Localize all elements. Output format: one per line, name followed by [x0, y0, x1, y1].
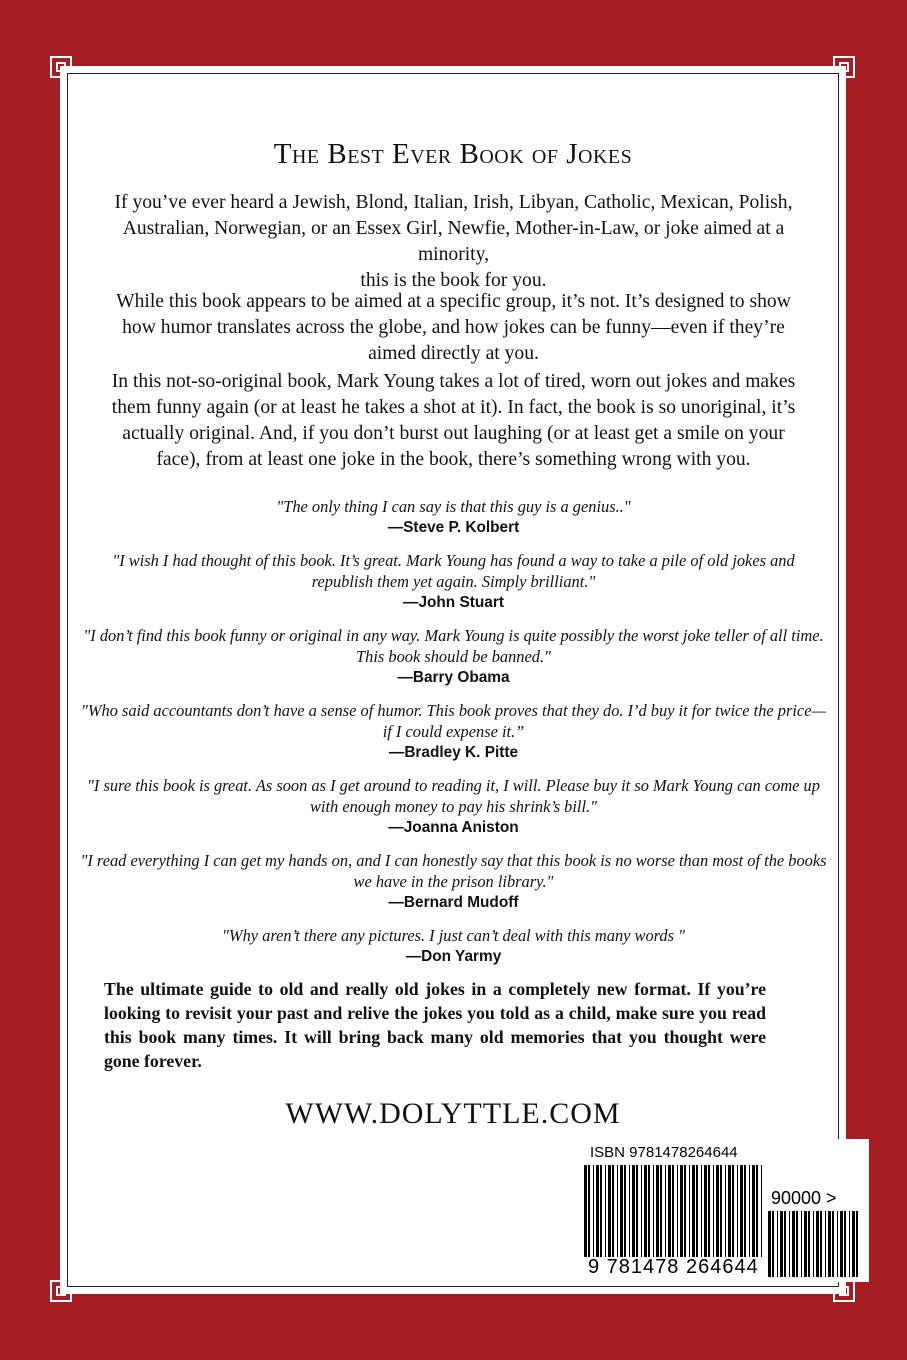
testimonial-text: "Who said accountants don’t have a sense of humor. This book proves that they do. I’d buy it for twice the price—if I could expense it.” — [80, 701, 827, 741]
barcode-bar — [644, 1165, 647, 1257]
barcode-bar — [780, 1211, 783, 1277]
barcode-bar — [648, 1165, 650, 1257]
barcode-bar — [692, 1165, 695, 1257]
barcode-bar — [772, 1211, 774, 1277]
barcode-bar — [849, 1211, 850, 1277]
barcode-bar — [677, 1165, 678, 1257]
barcode-bar — [789, 1211, 790, 1277]
barcode-bar — [656, 1165, 659, 1257]
barcode-bar — [584, 1165, 587, 1257]
testimonial — [80, 496, 827, 538]
barcode-bar — [632, 1165, 635, 1257]
barcode-bar — [660, 1165, 662, 1257]
barcode-bar — [784, 1211, 786, 1277]
intro-text: If you’ve ever heard a Jewish, Blond, Italian, Irish, Libyan, Catholic, Mexican, Polish, Australian, Norwegian, or an Essex Girl, Newfie, Mother-in-Law, or joke aimed at a minority, — [114, 192, 793, 265]
barcode-bar — [665, 1165, 666, 1257]
barcode-bar — [629, 1165, 630, 1257]
barcode-bar — [840, 1211, 843, 1277]
barcode-bar — [605, 1165, 606, 1257]
testimonial-author: —Barry Obama — [397, 669, 510, 686]
barcode-bar — [593, 1165, 594, 1257]
barcode-bar — [600, 1165, 602, 1257]
barcode-bar — [641, 1165, 642, 1257]
barcode-bar — [636, 1165, 638, 1257]
barcode-bar — [808, 1211, 810, 1277]
barcode-bar — [608, 1165, 611, 1257]
barcode-bar — [752, 1165, 755, 1257]
testimonial-author: —John Stuart — [403, 594, 504, 611]
book-title: The Best Ever Book of Jokes — [273, 138, 633, 170]
testimonial-text: "Why aren’t there any pictures. I just can’t deal with this many words " — [222, 926, 685, 945]
isbn-digits: 9 781478 264644 — [588, 1256, 759, 1278]
barcode-bar — [732, 1165, 734, 1257]
testimonial-text: "The only thing I can say is that this guy is a genius.." — [276, 497, 631, 516]
isbn-barcode — [584, 1165, 764, 1257]
barcode-bar — [837, 1211, 838, 1277]
barcode-bar — [728, 1165, 731, 1257]
barcode-bar — [668, 1165, 671, 1257]
testimonial-author: —Don Yarmy — [405, 948, 502, 965]
barcode-bar — [689, 1165, 690, 1257]
intro-paragraph — [100, 190, 807, 294]
testimonials — [80, 496, 827, 979]
barcode-bar — [713, 1165, 714, 1257]
barcode-bar — [761, 1165, 762, 1257]
barcode-bar — [825, 1211, 826, 1277]
barcode-bar — [749, 1165, 750, 1257]
barcode-bar — [744, 1165, 746, 1257]
barcode-bar — [768, 1211, 771, 1277]
barcode-bar — [708, 1165, 710, 1257]
barcode-bar — [612, 1165, 614, 1257]
barcode-block — [566, 1139, 869, 1282]
testimonial-author: —Joanna Aniston — [388, 819, 519, 836]
testimonial-author: —Bradley K. Pitte — [388, 744, 519, 761]
isbn-label: ISBN 9781478264644 — [590, 1144, 738, 1161]
barcode-bar — [828, 1211, 831, 1277]
testimonial-text: "I don’t find this book funny or original in any way. Mark Young is quite possibly the worst joke teller of all time. This book should be banned." — [83, 626, 824, 666]
barcode-bar — [596, 1165, 599, 1257]
testimonial — [80, 550, 827, 613]
barcode-bar — [617, 1165, 618, 1257]
barcode-bar — [816, 1211, 819, 1277]
barcode-bar — [620, 1165, 623, 1257]
intro-text-line2: this is the book for you. — [360, 270, 547, 291]
price-addon-label: 90000 > — [771, 1188, 837, 1208]
barcode-bar — [856, 1211, 858, 1277]
testimonial-author: —Steve P. Kolbert — [387, 519, 520, 536]
barcode-bar — [737, 1165, 738, 1257]
barcode-bar — [852, 1211, 855, 1277]
barcode-bar — [680, 1165, 683, 1257]
barcode-bar — [796, 1211, 798, 1277]
barcode-bar — [804, 1211, 807, 1277]
barcode-bar — [756, 1165, 758, 1257]
testimonial — [80, 775, 827, 838]
barcode-bar — [801, 1211, 802, 1277]
barcode-bar — [701, 1165, 702, 1257]
closing-blurb: The ultimate guide to old and really old jokes in a completely new format. If you’re looking to revisit your past and relive the jokes you told as a child, make sure you read this book many times. It will bring back many old memories that you thought were gone forever. — [104, 979, 766, 1071]
barcode-bar — [844, 1211, 846, 1277]
barcode-bar — [696, 1165, 698, 1257]
price-addon-barcode — [768, 1211, 860, 1277]
testimonial — [80, 625, 827, 688]
testimonial-author: —Bernard Mudoff — [388, 894, 519, 911]
barcode-bar — [672, 1165, 674, 1257]
barcode-bar — [624, 1165, 626, 1257]
testimonial — [80, 700, 827, 763]
barcode-bar — [777, 1211, 778, 1277]
testimonial-text: "I wish I had thought of this book. It’s great. Mark Young has found a way to take a pile of old jokes and republish them yet again. Simply brilliant." — [112, 551, 795, 591]
barcode-bar — [716, 1165, 719, 1257]
description-paragraph: While this book appears to be aimed at a specific group, it’s not. It’s designed to show how humor translates across the globe, and how jokes can be funny—even if they’re aimed directly at you. — [116, 291, 791, 364]
testimonial-text: "I read everything I can get my hands on, and I can honestly say that this book is no worse than most of the books we have in the prison library." — [80, 851, 827, 891]
website-url: WWW.DOLYTTLE.COM — [285, 1097, 621, 1130]
summary-paragraph: In this not-so-original book, Mark Young takes a lot of tired, worn out jokes and makes them funny again (or at least he takes a shot at it). In fact, the book is so unoriginal, it’s actually original. And, if you don’t burst out laughing (or at least get a smile on your face), from at least one joke in the book, there’s something wrong with you. — [111, 371, 796, 470]
barcode-bar — [725, 1165, 726, 1257]
barcode-bar — [832, 1211, 834, 1277]
testimonial — [80, 925, 827, 967]
barcode-bar — [684, 1165, 686, 1257]
barcode-bar — [813, 1211, 814, 1277]
barcode-bar — [740, 1165, 743, 1257]
barcode-bar — [653, 1165, 654, 1257]
barcode-bar — [588, 1165, 590, 1257]
barcode-bar — [704, 1165, 707, 1257]
barcode-bar — [820, 1211, 822, 1277]
testimonial — [80, 850, 827, 913]
barcode-bar — [720, 1165, 722, 1257]
barcode-bar — [792, 1211, 795, 1277]
testimonial-text: "I sure this book is great. As soon as I get around to reading it, I will. Please buy it so Mark Young can come up with enough money to pay his shrink’s bill." — [87, 776, 820, 816]
